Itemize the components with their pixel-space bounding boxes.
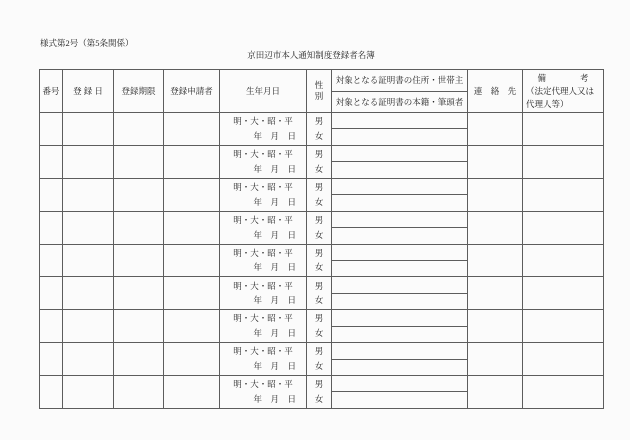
form-number-label: 様式第2号（第5条関係）	[40, 38, 134, 48]
birth-era-options: 明・大・昭・平	[233, 346, 293, 357]
registrant-row-4	[40, 211, 604, 227]
birth-ymd-label: 年 月 日	[253, 130, 296, 141]
sex-male-option: 男	[314, 181, 324, 192]
cell-number	[40, 244, 63, 277]
document-title: 京田辺市本人通知制度登録者名簿	[247, 50, 375, 60]
cell-birth-date	[220, 145, 307, 178]
sex-male-option: 男	[314, 313, 324, 324]
cell-cert-address	[332, 343, 468, 359]
cell-sex	[307, 178, 332, 211]
birth-era-options: 明・大・昭・平	[233, 313, 293, 324]
cell-number	[40, 178, 63, 211]
cell-sex	[307, 113, 332, 146]
cell-cert-address	[332, 113, 468, 129]
cell-contact	[468, 145, 523, 178]
cell-reg-applicant	[164, 178, 220, 211]
col-header-reg-expiry: 登録期限	[114, 70, 164, 113]
birth-ymd-label: 年 月 日	[253, 163, 296, 174]
cell-reg-date	[63, 277, 114, 310]
cell-reg-expiry	[114, 145, 164, 178]
birth-era-options: 明・大・昭・平	[233, 280, 293, 291]
cell-reg-date	[63, 145, 114, 178]
cell-number	[40, 145, 63, 178]
sex-male-option: 男	[314, 149, 324, 160]
cell-sex	[307, 211, 332, 244]
cell-cert-registry	[332, 162, 468, 178]
registrant-row-5	[40, 244, 604, 260]
cell-contact	[468, 277, 523, 310]
cell-contact	[468, 376, 523, 409]
birth-era-options: 明・大・昭・平	[233, 149, 293, 160]
col-header-remarks	[523, 70, 604, 113]
registrant-row-7	[40, 310, 604, 326]
cell-sex	[307, 277, 332, 310]
sex-female-option: 女	[314, 393, 324, 404]
col-header-contact: 連 絡 先	[468, 70, 523, 113]
cell-reg-expiry	[114, 113, 164, 146]
table-head	[40, 70, 604, 113]
sex-female-option: 女	[314, 196, 324, 207]
cell-cert-address	[332, 178, 468, 194]
sex-female-option: 女	[314, 163, 324, 174]
cell-contact	[468, 211, 523, 244]
sex-female-option: 女	[314, 361, 324, 372]
registrant-row-9	[40, 376, 604, 392]
cell-sex	[307, 310, 332, 343]
cell-reg-date	[63, 178, 114, 211]
cell-reg-expiry	[114, 343, 164, 376]
col-header-reg-applicant: 登録申請者	[164, 70, 220, 113]
cell-reg-expiry	[114, 244, 164, 277]
remarks-title: 備 考	[537, 72, 589, 83]
cell-birth-date	[220, 376, 307, 409]
cell-contact	[468, 310, 523, 343]
cell-reg-date	[63, 343, 114, 376]
cell-reg-date	[63, 211, 114, 244]
cell-reg-applicant	[164, 310, 220, 343]
birth-ymd-label: 年 月 日	[253, 328, 296, 339]
cell-reg-expiry	[114, 277, 164, 310]
cell-remarks	[523, 211, 604, 244]
cell-remarks	[523, 244, 604, 277]
birth-era-options: 明・大・昭・平	[233, 379, 293, 390]
cell-cert-registry	[332, 326, 468, 342]
birth-ymd-label: 年 月 日	[253, 295, 296, 306]
sex-male-option: 男	[314, 247, 324, 258]
cell-cert-registry	[332, 392, 468, 408]
birth-era-options: 明・大・昭・平	[233, 181, 293, 192]
cell-reg-applicant	[164, 343, 220, 376]
cell-number	[40, 376, 63, 409]
cell-birth-date	[220, 113, 307, 146]
cell-remarks	[523, 145, 604, 178]
cell-contact	[468, 244, 523, 277]
cell-reg-expiry	[114, 178, 164, 211]
birth-ymd-label: 年 月 日	[253, 262, 296, 273]
cell-reg-expiry	[114, 211, 164, 244]
cell-birth-date	[220, 178, 307, 211]
cell-contact	[468, 113, 523, 146]
cell-number	[40, 343, 63, 376]
cell-cert-address	[332, 211, 468, 227]
cell-remarks	[523, 277, 604, 310]
birth-ymd-label: 年 月 日	[253, 196, 296, 207]
cell-reg-date	[63, 244, 114, 277]
cell-sex	[307, 376, 332, 409]
cell-cert-address	[332, 310, 468, 326]
col-header-sex	[307, 70, 332, 113]
cell-cert-address	[332, 145, 468, 161]
cell-remarks	[523, 343, 604, 376]
cell-remarks	[523, 113, 604, 146]
cell-number	[40, 113, 63, 146]
cell-sex	[307, 244, 332, 277]
birth-ymd-label: 年 月 日	[253, 229, 296, 240]
cell-sex	[307, 145, 332, 178]
cell-reg-date	[63, 376, 114, 409]
cell-cert-address	[332, 376, 468, 392]
sex-male-option: 男	[314, 379, 324, 390]
cell-reg-applicant	[164, 211, 220, 244]
cell-cert-registry	[332, 195, 468, 211]
cell-cert-registry	[332, 293, 468, 309]
remarks-note-line2: 代理人等）	[526, 98, 569, 109]
cell-reg-applicant	[164, 244, 220, 277]
registrant-row-1	[40, 113, 604, 129]
sex-header-bottom: 別	[314, 91, 324, 101]
cell-cert-address	[332, 244, 468, 260]
cell-reg-applicant	[164, 145, 220, 178]
cell-contact	[468, 178, 523, 211]
header-row-1	[40, 70, 604, 92]
cell-cert-registry	[332, 228, 468, 244]
cell-birth-date	[220, 277, 307, 310]
sex-male-option: 男	[314, 116, 324, 127]
registrant-row-3	[40, 178, 604, 194]
cell-number	[40, 310, 63, 343]
birth-ymd-label: 年 月 日	[253, 393, 296, 404]
cell-remarks	[523, 178, 604, 211]
cell-cert-registry	[332, 260, 468, 276]
cell-birth-date	[220, 343, 307, 376]
sex-female-option: 女	[314, 130, 324, 141]
registrant-row-8	[40, 343, 604, 359]
table-body	[40, 113, 604, 409]
col-header-number: 番号	[40, 70, 63, 113]
sex-female-option: 女	[314, 262, 324, 273]
cell-reg-applicant	[164, 113, 220, 146]
registrant-roster-table	[39, 69, 604, 409]
col-header-birth-date: 生年月日	[220, 70, 307, 113]
sex-male-option: 男	[314, 280, 324, 291]
registrant-row-2	[40, 145, 604, 161]
col-header-cert-address: 対象となる証明書の住所・世帯主	[332, 70, 468, 92]
cell-reg-expiry	[114, 376, 164, 409]
birth-era-options: 明・大・昭・平	[233, 214, 293, 225]
cell-reg-expiry	[114, 310, 164, 343]
cell-reg-date	[63, 113, 114, 146]
birth-era-options: 明・大・昭・平	[233, 116, 293, 127]
sex-male-option: 男	[314, 346, 324, 357]
cell-sex	[307, 343, 332, 376]
birth-era-options: 明・大・昭・平	[233, 247, 293, 258]
birth-ymd-label: 年 月 日	[253, 361, 296, 372]
remarks-note-line1: （法定代理人又は	[526, 85, 595, 96]
cell-reg-date	[63, 310, 114, 343]
cell-cert-registry	[332, 359, 468, 375]
col-header-cert-registry: 対象となる証明書の本籍・筆頭者	[332, 91, 468, 113]
sex-male-option: 男	[314, 214, 324, 225]
cell-number	[40, 211, 63, 244]
cell-reg-applicant	[164, 277, 220, 310]
sex-female-option: 女	[314, 328, 324, 339]
cell-birth-date	[220, 310, 307, 343]
cell-cert-address	[332, 277, 468, 293]
cell-remarks	[523, 310, 604, 343]
sex-header-top: 性	[314, 79, 324, 90]
cell-cert-registry	[332, 129, 468, 145]
cell-reg-applicant	[164, 376, 220, 409]
cell-number	[40, 277, 63, 310]
cell-contact	[468, 343, 523, 376]
cell-remarks	[523, 376, 604, 409]
cell-birth-date	[220, 244, 307, 277]
registrant-row-6	[40, 277, 604, 293]
sex-female-option: 女	[314, 229, 324, 240]
sex-female-option: 女	[314, 295, 324, 306]
col-header-reg-date: 登 録 日	[63, 70, 114, 113]
cell-birth-date	[220, 211, 307, 244]
